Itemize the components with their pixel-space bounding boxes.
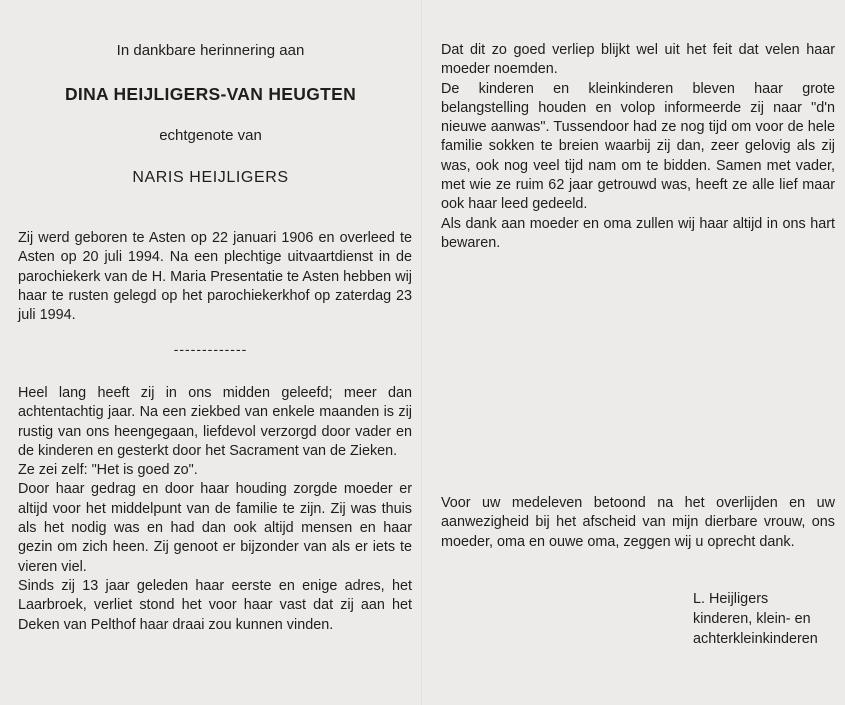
thanks-text: Voor uw medeleven betoond na het overlijden en uw aanwezigheid bij het afscheid van mijn dierbare vrouw, ons moeder, oma en ouwe oma, zeggen wij u oprecht dank. <box>441 495 835 550</box>
deceased-name: DINA HEIJLIGERS-VAN HEUGTEN <box>64 84 357 104</box>
memory-paragraph: De kinderen en kleinkinderen bleven haar grote belangstelling houden en volop informeerde zij naar "d'n nieuwe aanwas". Tussendoor had ze nog tijd om voor de hele familie sokken te breien waarbij zij dan, zeer gelovig als zij was, ook nog veel tijd nam om te bidden. Samen met vader, met wie ze ruim 62 jaar getrouwd was, heeft ze alle lief maar ook haar leed gedeeld. <box>441 80 835 213</box>
right-panel <box>423 0 845 705</box>
spouse-name: NARIS HEIJLIGERS <box>132 169 289 186</box>
birth-paragraph <box>18 229 412 325</box>
memory-paragraphs <box>441 41 835 253</box>
life-paragraph: Ze zei zelf: "Het is goed zo". <box>18 462 198 479</box>
memory-paragraph: Dat dit zo goed verliep blijkt wel uit het feit dat velen haar moeder noemden. <box>441 42 835 78</box>
memory-paragraph: Als dank aan moeder en oma zullen wij haar altijd in ons hart bewaren. <box>441 215 835 251</box>
signoff <box>693 589 818 649</box>
life-paragraph: Sinds zij 13 jaar geleden haar eerste en enige adres, het Laarbroek, verliet stond het voor haar vast dat zij aan het Deken van Pelthof haar draai zou kunnen vinden. <box>18 577 412 633</box>
thanks-paragraph <box>441 494 835 552</box>
left-panel <box>0 0 421 705</box>
life-paragraphs <box>18 384 412 635</box>
birth-text: Zij werd geboren te Asten op 22 januari 1906 en overleed te Asten op 20 juli 1994. Na een plechtige uitvaartdienst in de parochiekerk van de H. Maria Presentatie te Asten hebben wij haar te rusten gelegd op het parochiekerkhof op zaterdag 23 juli 1994. <box>18 230 412 324</box>
divider: ------------- <box>173 341 248 357</box>
signoff-line: L. Heijligers <box>693 591 769 607</box>
life-paragraph: Heel lang heeft zij in ons midden geleefd; meer dan achtentachtig jaar. Na een ziekbed van enkele maanden is zij rustig van ons heengegaan, liefdevol verzorgd door vader en de kinderen en gesterkt door het Sacrament van de Zieken. <box>18 385 412 459</box>
intro-text: In dankbare herinnering aan <box>116 42 305 59</box>
life-paragraph: Door haar gedrag en door haar houding zorgde moeder er altijd voor het middelpunt van de familie te zijn. Zij was thuis als het nodig was en had dan ook altijd mensen en haar gezin om zich heen. Zij genoot er bijzonder van als er iets te vieren viel. <box>18 481 412 575</box>
spouse-label: echtgenote van <box>159 127 262 144</box>
signoff-line: achterkleinkinderen <box>693 631 818 647</box>
signoff-line: kinderen, klein- en <box>693 611 811 627</box>
